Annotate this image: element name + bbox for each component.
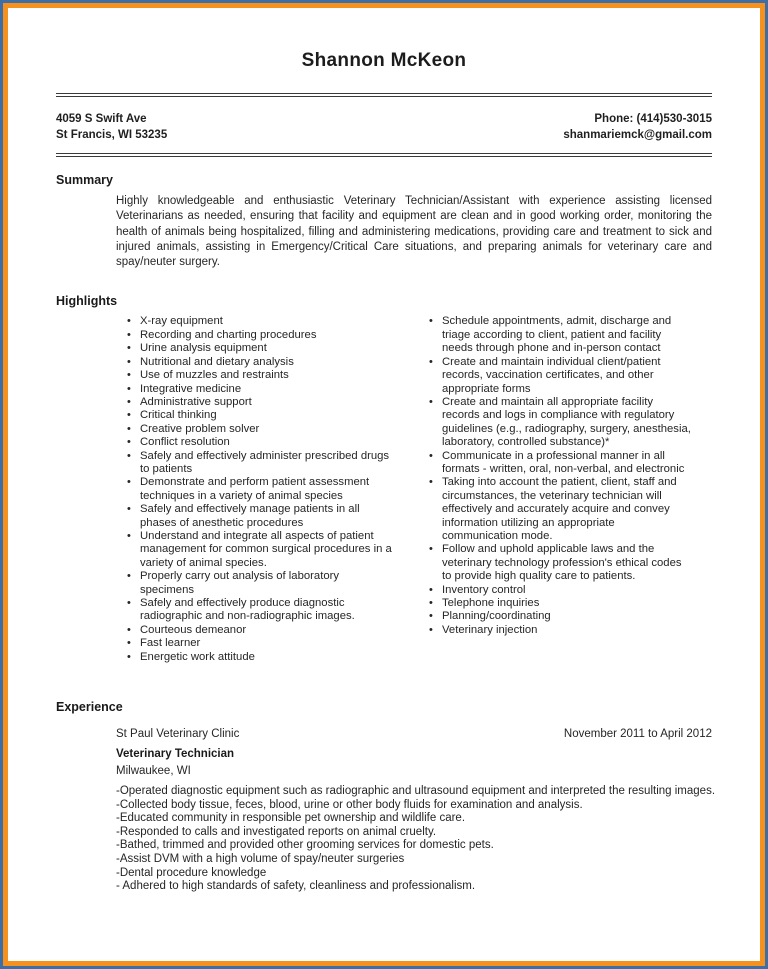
resume-page-content — [3, 3, 765, 966]
list-item: • X-ray equipment — [124, 315, 392, 328]
list-item: • Veterinary injection — [426, 624, 692, 637]
list-item: • Conflict resolution — [124, 436, 392, 449]
list-item: • Schedule appointments, admit, discharge and triage according to client, patient and facility needs through phone and in-person contact — [426, 315, 692, 355]
experience-duties-list — [116, 785, 716, 894]
header-divider — [56, 93, 712, 97]
list-item: -Educated community in responsible pet ownership and wildlife care. — [116, 812, 466, 825]
list-item: -Assist DVM with a high volume of spay/neuter surgeries — [116, 853, 405, 866]
list-item: • Planning/coordinating — [426, 610, 692, 623]
summary-heading: Summary — [56, 173, 113, 187]
employer-name: St Paul Veterinary Clinic — [116, 728, 240, 741]
list-item: -Dental procedure knowledge — [116, 866, 267, 879]
contact-phone-email — [563, 111, 712, 143]
list-item: • Telephone inquiries — [426, 597, 692, 610]
list-item: • Energetic work attitude — [124, 651, 392, 664]
list-item: • Demonstrate and perform patient assessment techniques in a variety of animal species — [124, 476, 392, 503]
list-item: -Collected body tissue, feces, blood, urine or other body fluids for examination and analysis. — [116, 798, 583, 811]
address-line1: 4059 S Swift Ave — [56, 113, 147, 125]
list-item: • Fast learner — [124, 637, 392, 650]
list-item: • Understand and integrate all aspects of patient management for common surgical procedures in a variety of animal species. — [124, 530, 392, 570]
employment-dates: November 2011 to April 2012 — [563, 728, 712, 741]
job-header-row — [116, 727, 712, 741]
highlights-heading: Highlights — [56, 294, 118, 309]
experience-heading: Experience — [56, 700, 123, 715]
list-item: • Safely and effectively manage patients in all phases of anesthetic procedures — [124, 503, 392, 530]
list-item: • Follow and uphold applicable laws and the veterinary technology profession's ethical codes to provide high quality care to patients. — [426, 543, 692, 583]
list-item: • Administrative support — [124, 396, 392, 409]
list-item: • Inventory control — [426, 584, 692, 597]
list-item: • Communicate in a professional manner in all formats - written, oral, non-verbal, and electronic — [426, 450, 692, 477]
contact-address — [56, 111, 167, 143]
list-item: • Creative problem solver — [124, 423, 392, 436]
job-location: Milwaukee, WI — [116, 765, 191, 778]
list-item: • Safely and effectively produce diagnostic radiographic and non-radiographic images. — [124, 597, 392, 624]
list-item: • Urine analysis equipment — [124, 342, 392, 355]
job-title: Veterinary Technician — [116, 748, 235, 761]
list-item: -Operated diagnostic equipment such as radiographic and ultrasound equipment and interpreted the resulting images. — [116, 785, 716, 798]
contact-divider — [56, 153, 712, 157]
list-item: • Properly carry out analysis of laboratory specimens — [124, 570, 392, 597]
list-item: -Bathed, trimmed and provided other grooming services for domestic pets. — [116, 839, 494, 852]
phone-number: Phone: (414)530-3015 — [594, 113, 712, 125]
list-item: • Courteous demeanor — [124, 624, 392, 637]
list-item: • Taking into account the patient, client, staff and circumstances, the veterinary technician will effectively and accurately acquire and convey information utilizing an appropriate communication mode. — [426, 476, 692, 543]
list-item: • Use of muzzles and restraints — [124, 369, 392, 382]
highlights-left-list — [124, 315, 392, 664]
list-item: • Safely and effectively administer prescribed drugs to patients — [124, 450, 392, 477]
list-item: • Create and maintain all appropriate facility records and logs in compliance with regulatory guidelines (e.g., radiography, surgery, anesthesia, laboratory, controlled substance)* — [426, 396, 692, 450]
highlights-columns — [124, 315, 712, 664]
summary-text: Highly knowledgeable and enthusiastic Veterinary Technician/Assistant with experience assisting licensed Veterinarians as needed, ensuring that facility and equipment are clean and in good working order, monitoring the health of animals being hospitalized, filling and administering medications, providing care and treatment to sick and injured animals, assisting in Emergency/Critical Care situations, and preparing animals for veterinary care and spay/neuter surgery. — [116, 195, 712, 269]
contact-section — [56, 111, 712, 143]
list-item: • Recording and charting procedures — [124, 329, 392, 342]
page-title: Shannon McKeon — [301, 50, 467, 71]
list-item: -Responded to calls and investigated reports on animal cruelty. — [116, 825, 437, 838]
address-line2: St Francis, WI 53235 — [56, 129, 168, 141]
list-item: • Integrative medicine — [124, 383, 392, 396]
list-item: • Nutritional and dietary analysis — [124, 356, 392, 369]
highlights-right-list — [426, 315, 692, 637]
list-item: • Create and maintain individual client/patient records, vaccination certificates, and other appropriate forms — [426, 356, 692, 396]
email-address: shanmariemck@gmail.com — [563, 129, 712, 141]
list-item: - Adhered to high standards of safety, cleanliness and professionalism. — [116, 880, 476, 893]
list-item: • Critical thinking — [124, 409, 392, 422]
